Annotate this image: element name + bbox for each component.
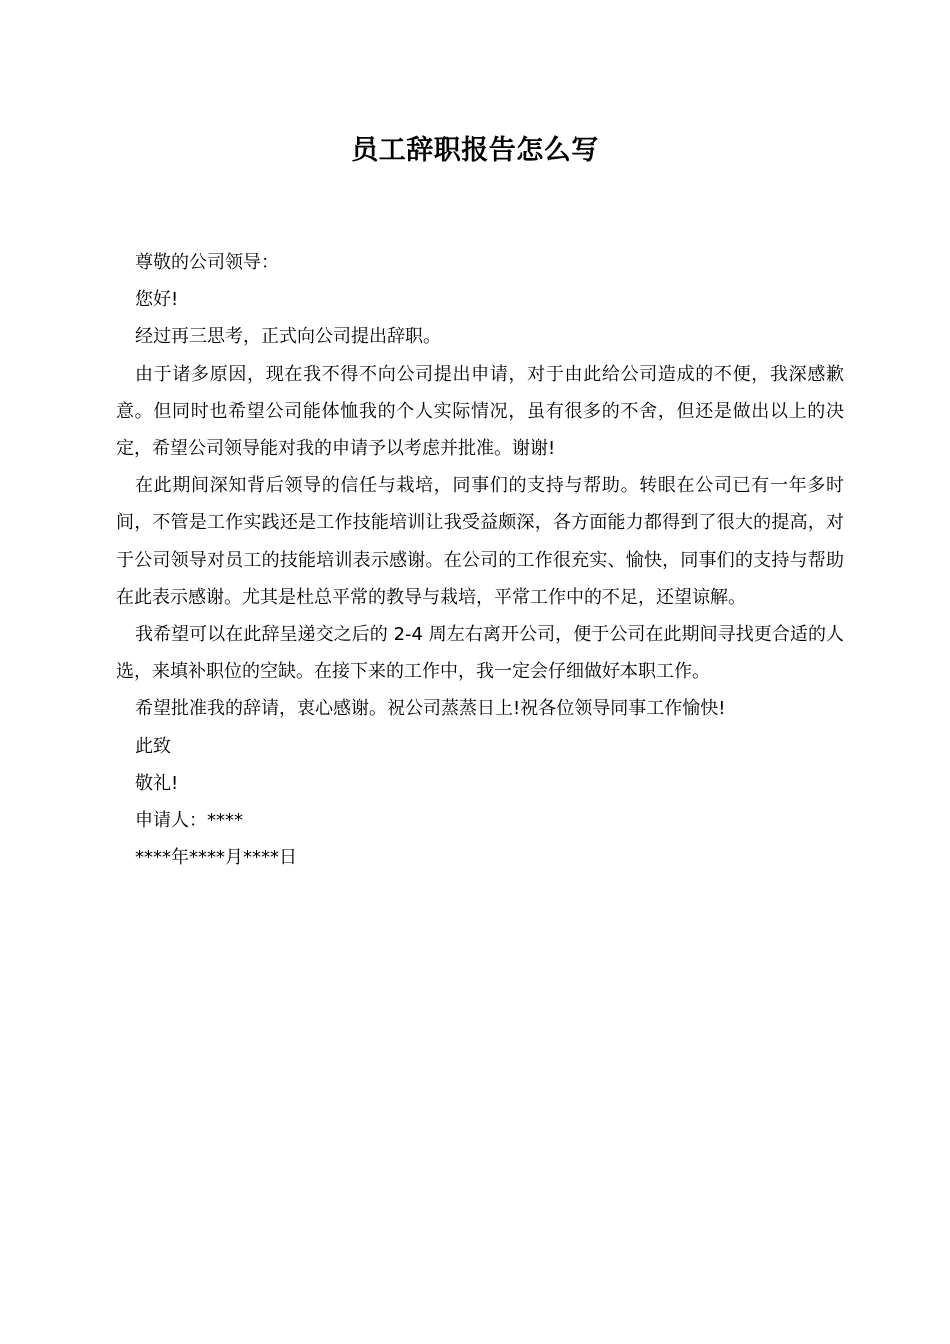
document-title: 员工辞职报告怎么写 (351, 135, 599, 166)
closing-line-1: 此致 (135, 735, 171, 757)
greeting: 您好! (135, 289, 179, 311)
paragraph-timeline: 我希望可以在此辞呈递交之后的 2-4 周左右离开公司，便于公司在此期间寻找更合适的人选，来填补职位的空缺。在接下来的工作中，我一定会仔细做好本职工作。 (116, 624, 844, 683)
date-line: ****年****月****日 (135, 847, 297, 869)
document-body (116, 244, 844, 876)
paragraph-reason: 由于诸多原因，现在我不得不向公司提出申请，对于由此给公司造成的不便，我深感歉意。但同时也希望公司能体恤我的个人实际情况，虽有很多的不舍，但还是做出以上的决定，希望公司领导能对我的申请予以考虑并批准。谢谢! (116, 363, 844, 460)
paragraph-gratitude: 在此期间深知背后领导的信任与栽培，同事们的支持与帮助。转眼在公司已有一年多时间，不管是工作实践还是工作技能培训让我受益颇深，各方面能力都得到了很大的提高，对于公司领导对员工的技能培训表示感谢。在公司的工作很充实、愉快，同事们的支持与帮助在此表示感谢。尤其是杜总平常的教导与栽培，平常工作中的不足，还望谅解。 (116, 475, 844, 608)
salutation: 尊敬的公司领导： (135, 252, 279, 273)
closing-line-2: 敬礼! (135, 772, 179, 794)
paragraph-intent: 经过再三思考，正式向公司提出辞职。 (135, 326, 441, 348)
paragraph-wishes: 希望批准我的辞请，衷心感谢。祝公司蒸蒸日上!祝各位领导同事工作愉快! (135, 698, 726, 720)
applicant-line: 申请人：**** (135, 810, 243, 832)
